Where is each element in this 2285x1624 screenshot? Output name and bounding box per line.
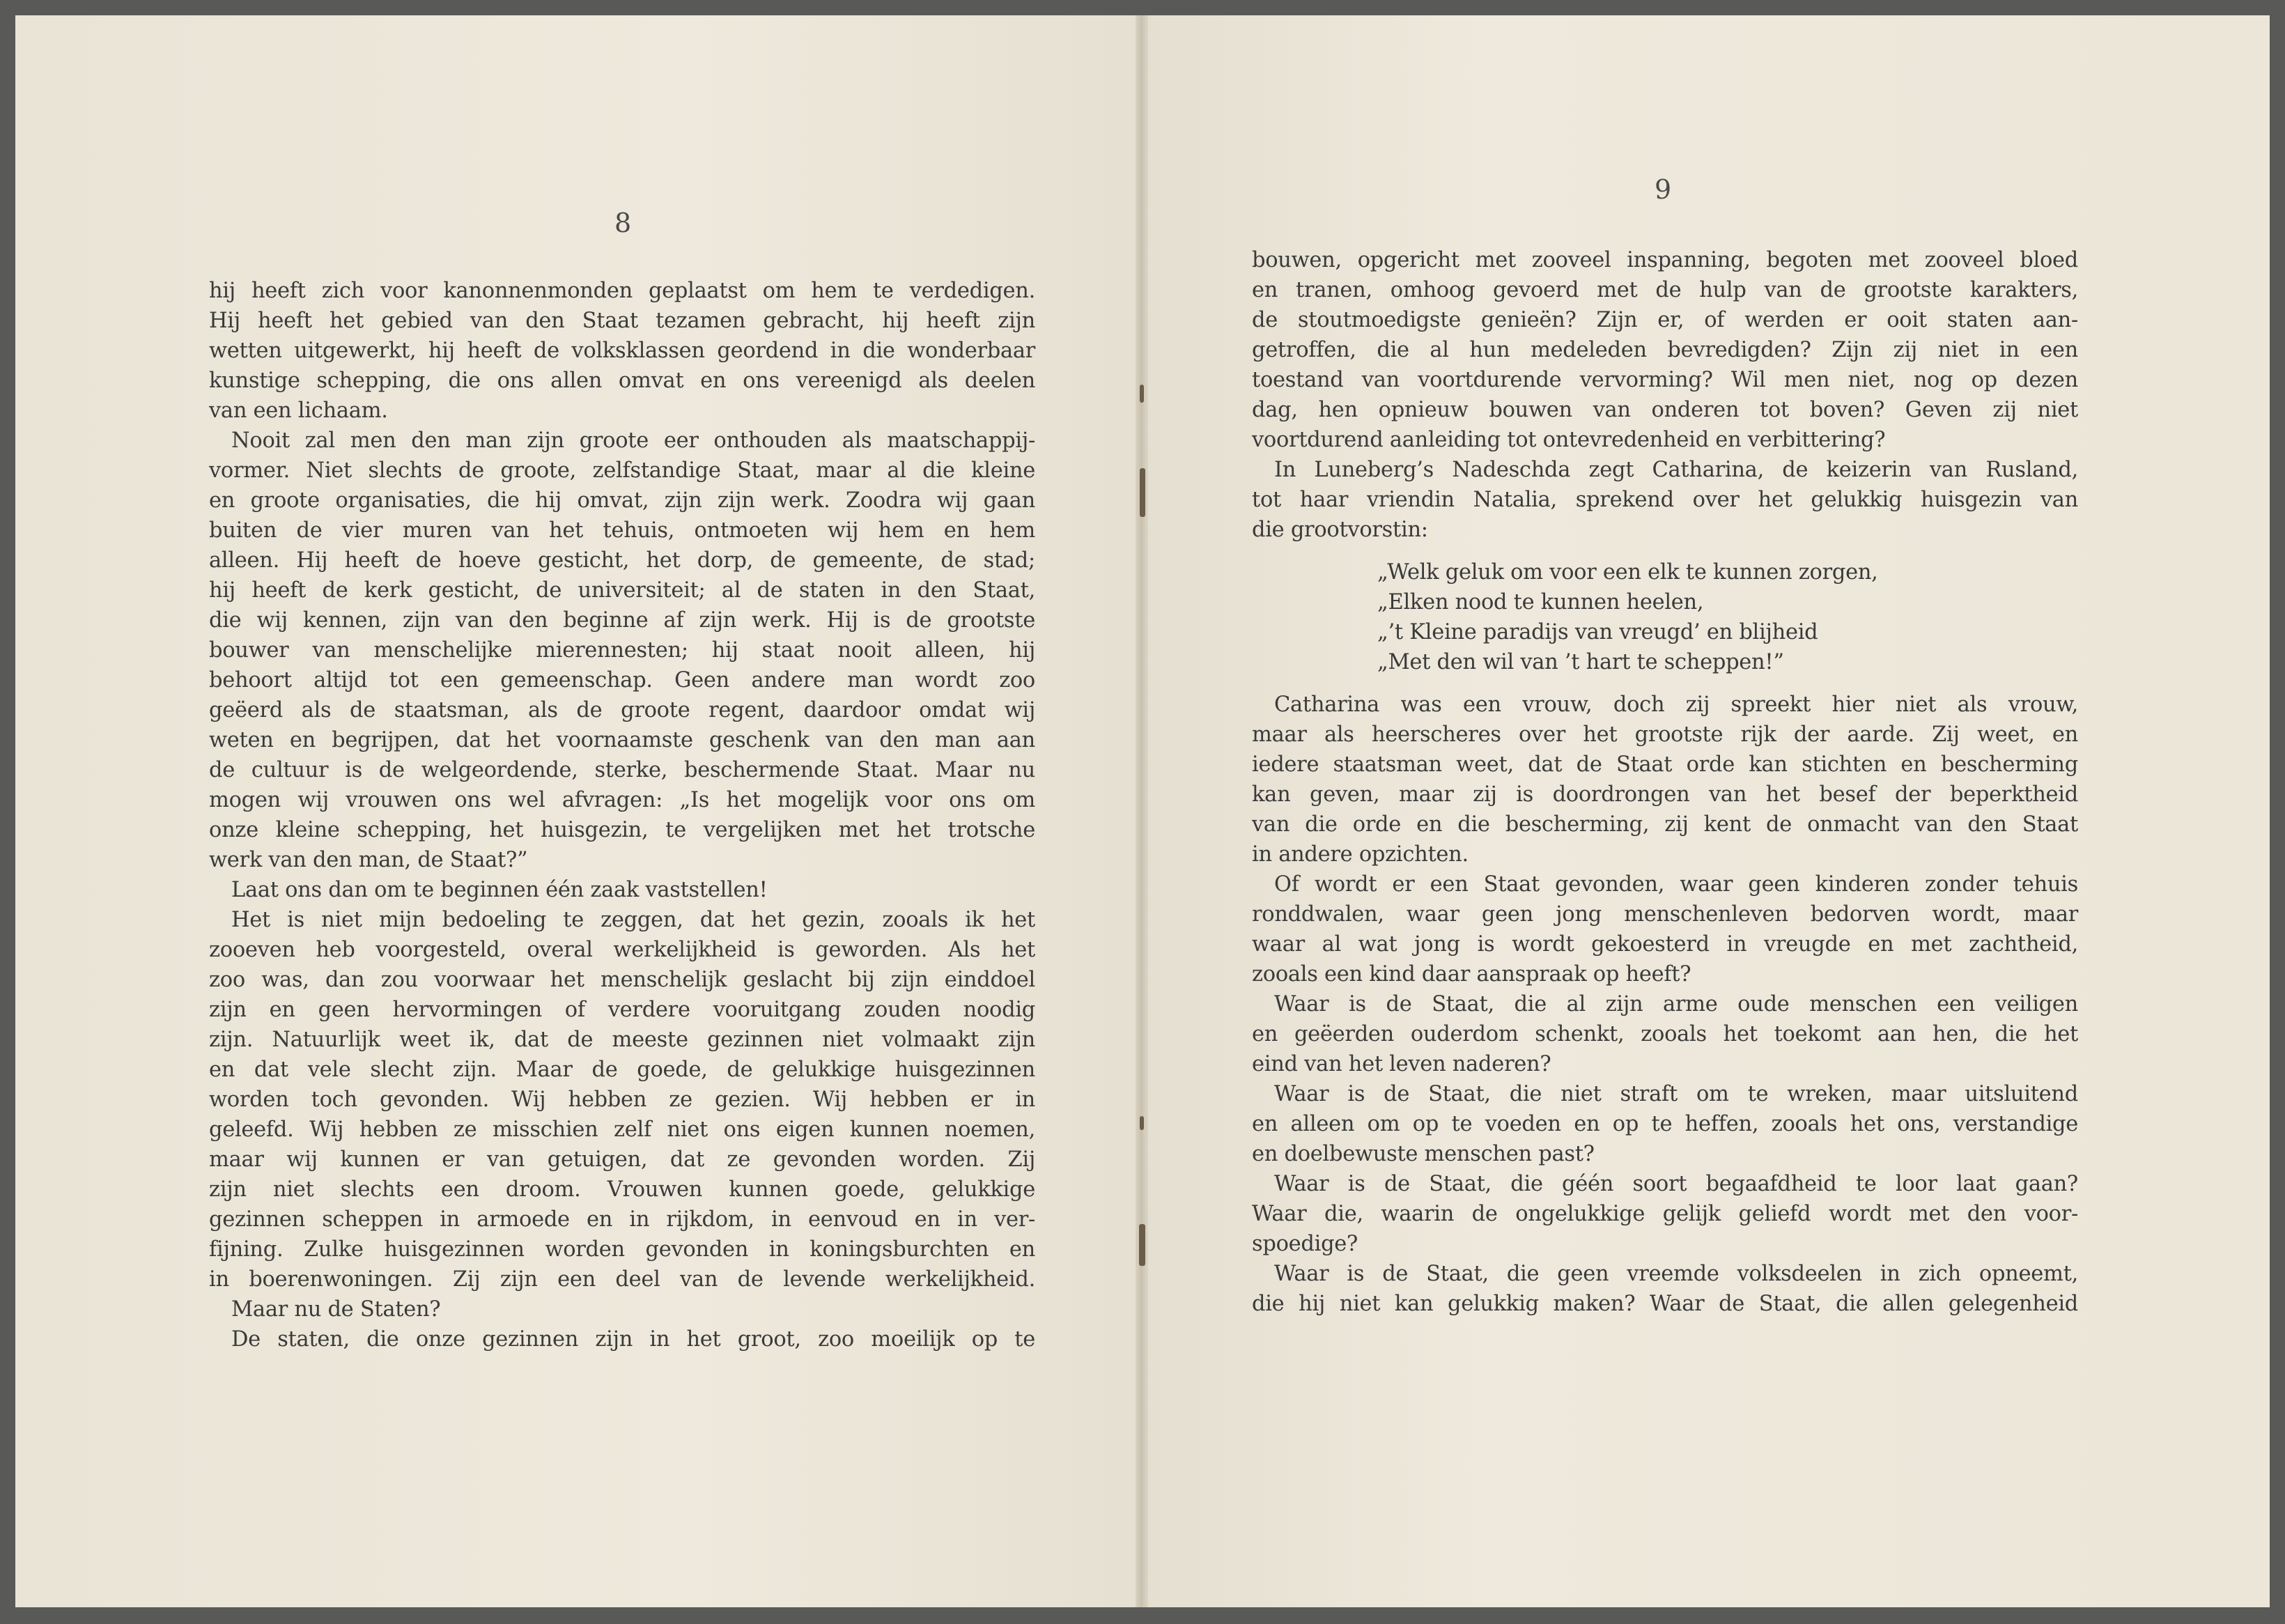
text-line: waar al wat jong is wordt gekoesterd in vreugde en met zachtheid, [1252,932,2078,957]
text-line: vormer. Niet slechts de groote, zelfstandige Staat, maar al die kleine [209,458,1035,483]
text-line: wetten uitgewerkt, hij heeft de volksklassen geordend in die wonderbaar [209,339,1035,363]
text-line: Hij heeft het gebied van den Staat tezamen gebracht, hij heeft zijn [209,309,1035,333]
text-line: hij heeft de kerk gesticht, de universiteit; al de staten in den Staat, [209,578,1035,603]
text-line: ronddwalen, waar geen jong menschenleven bedorven wordt, maar [1252,902,2078,927]
text-line: tot haar vriendin Natalia, sprekend over het gelukkig huisgezin van [1252,488,2078,512]
text-line: en doelbewuste menschen past? [1252,1142,1595,1166]
text-line: in andere opzichten. [1252,842,1469,867]
text-line: zooals een kind daar aanspraak op heeft? [1252,962,1691,987]
text-line: „Met den wil van ’t hart te scheppen!” [1377,650,1784,674]
text-line: Catharina was een vrouw, doch zij spreekt hier niet als vrouw, [1274,693,2078,717]
text-line: Laat ons dan om te beginnen één zaak vaststellen! [231,878,768,902]
text-line: dag, hen opnieuw bouwen van onderen tot boven? Geven zij niet [1252,398,2078,422]
text-line: van een lichaam. [209,399,388,423]
text-line: zoo was, dan zou voorwaar het menschelijk geslacht bij zijn einddoel [209,968,1035,992]
text-line: gezinnen scheppen in armoede en in rijkdom, in eenvoud en in ver- [209,1207,1035,1232]
text-line: bouwer van menschelijke mierennesten; hij staat nooit alleen, hij [209,638,1035,663]
text-line: voortdurend aanleiding tot ontevredenheid en verbittering? [1252,428,1886,452]
text-line: maar wij kunnen er van getuigen, dat ze gevonden worden. Zij [209,1147,1035,1172]
text-line: spoedige? [1252,1232,1358,1256]
binding-mark [1140,385,1144,403]
text-line: Maar nu de Staten? [231,1297,441,1322]
text-line: en geëerden ouderdom schenkt, zooals het toekomt aan hen, die het [1252,1022,2078,1046]
text-line: Waar is de Staat, die niet straft om te wreken, maar uitsluitend [1274,1082,2078,1106]
text-line: iedere staatsman weet, dat de Staat orde kan stichten en bescherming [1252,752,2078,777]
text-line: Waar is de Staat, die al zijn arme oude menschen een veiligen [1274,992,2078,1016]
text-line: geleefd. Wij hebben ze misschien zelf niet ons eigen kunnen noemen, [209,1118,1035,1142]
text-line: „Elken nood te kunnen heelen, [1377,590,1704,614]
text-line: zijn en geen hervormingen of verdere vooruitgang zouden noodig [209,998,1035,1022]
text-line: en tranen, omhoog gevoerd met de hulp van de grootste karakters, [1252,278,2078,302]
text-line: die hij niet kan gelukkig maken? Waar de Staat, die allen gelegenheid [1252,1292,2078,1316]
text-line: hij heeft zich voor kanonnenmonden geplaatst om hem te verdedigen. [209,279,1035,303]
text-line: getroffen, die al hun medeleden bevredigden? Zijn zij niet in een [1252,338,2078,362]
page-number-right: 9 [1655,174,1672,205]
text-line: kunstige schepping, die ons allen omvat en ons vereenigd als deelen [209,369,1035,393]
text-line: zijn. Natuurlijk weet ik, dat de meeste gezinnen niet volmaakt zijn [209,1028,1035,1052]
text-line: in boerenwoningen. Zij zijn een deel van de levende werkelijkheid. [209,1267,1035,1292]
text-line: die grootvorstin: [1252,518,1428,542]
text-line: Nooit zal men den man zijn groote eer onthouden als maatschappij- [231,428,1035,453]
text-line: Waar is de Staat, die geen vreemde volksdeelen in zich opneemt, [1274,1262,2078,1286]
text-line: toestand van voortdurende vervorming? Wil men niet, nog op dezen [1252,368,2078,392]
text-line: onze kleine schepping, het huisgezin, te vergelijken met het trotsche [209,818,1035,842]
text-line: Of wordt er een Staat gevonden, waar geen kinderen zonder tehuis [1274,872,2078,897]
text-line: zooeven heb voorgesteld, overal werkelijkheid is geworden. Als het [209,938,1035,962]
text-line: fijning. Zulke huisgezinnen worden gevonden in koningsburchten en [209,1237,1035,1262]
text-line: en groote organisaties, die hij omvat, zijn zijn werk. Zoodra wij gaan [209,488,1035,513]
book-gutter [1136,15,1148,1607]
text-line: alleen. Hij heeft de hoeve gesticht, het dorp, de gemeente, de stad; [209,548,1035,573]
text-line: die wij kennen, zijn van den beginne af zijn werk. Hij is de grootste [209,608,1035,633]
text-line: „’t Kleine paradijs van vreugd’ en blijheid [1377,620,1818,644]
text-line: kan geven, maar zij is doordrongen van het besef der beperktheid [1252,782,2078,807]
text-line: geëerd als de staatsman, als de groote regent, daardoor omdat wij [209,698,1035,722]
text-line: De staten, die onze gezinnen zijn in het groot, zoo moeilijk op te [231,1327,1035,1352]
text-line: werk van den man, de Staat?” [209,848,528,872]
text-line: In Luneberg’s Nadeschda zegt Catharina, de keizerin van Rusland, [1274,458,2078,482]
binding-mark [1140,1116,1144,1130]
binding-mark [1139,1224,1145,1266]
text-line: Het is niet mijn bedoeling te zeggen, dat het gezin, zooals ik het [231,908,1035,932]
binding-mark [1140,468,1145,517]
text-line: Waar is de Staat, die géén soort begaafdheid te loor laat gaan? [1274,1172,2078,1196]
text-line: worden toch gevonden. Wij hebben ze gezien. Wij hebben er in [209,1088,1035,1112]
text-line: en alleen om op te voeden en op te heffen, zooals het ons, verstandige [1252,1112,2078,1136]
text-line: en dat vele slecht zijn. Maar de goede, de gelukkige huisgezinnen [209,1058,1035,1082]
text-line: zijn niet slechts een droom. Vrouwen kunnen goede, gelukkige [209,1177,1035,1202]
text-line: maar als heerscheres over het grootste rijk der aarde. Zij weet, en [1252,722,2078,747]
text-line: weten en begrijpen, dat het voornaamste geschenk van den man aan [209,728,1035,752]
text-line: eind van het leven naderen? [1252,1052,1551,1076]
page-number-left: 8 [614,208,632,238]
text-line: bouwen, opgericht met zooveel inspanning, begoten met zooveel bloed [1252,248,2078,272]
text-line: van die orde en die bescherming, zij kent de onmacht van den Staat [1252,812,2078,837]
text-line: de cultuur is de welgeordende, sterke, beschermende Staat. Maar nu [209,758,1035,782]
text-line: buiten de vier muren van het tehuis, ontmoeten wij hem en hem [209,518,1035,543]
text-line: mogen wij vrouwen ons wel afvragen: „Is het mogelijk voor ons om [209,788,1035,812]
text-line: Waar die, waarin de ongelukkige gelijk geliefd wordt met den voor- [1252,1202,2078,1226]
text-line: de stoutmoedigste genieën? Zijn er, of werden er ooit staten aan- [1252,308,2078,332]
text-line: „Welk geluk om voor een elk te kunnen zorgen, [1377,560,1878,585]
text-line: behoort altijd tot een gemeenschap. Geen andere man wordt zoo [209,668,1035,693]
